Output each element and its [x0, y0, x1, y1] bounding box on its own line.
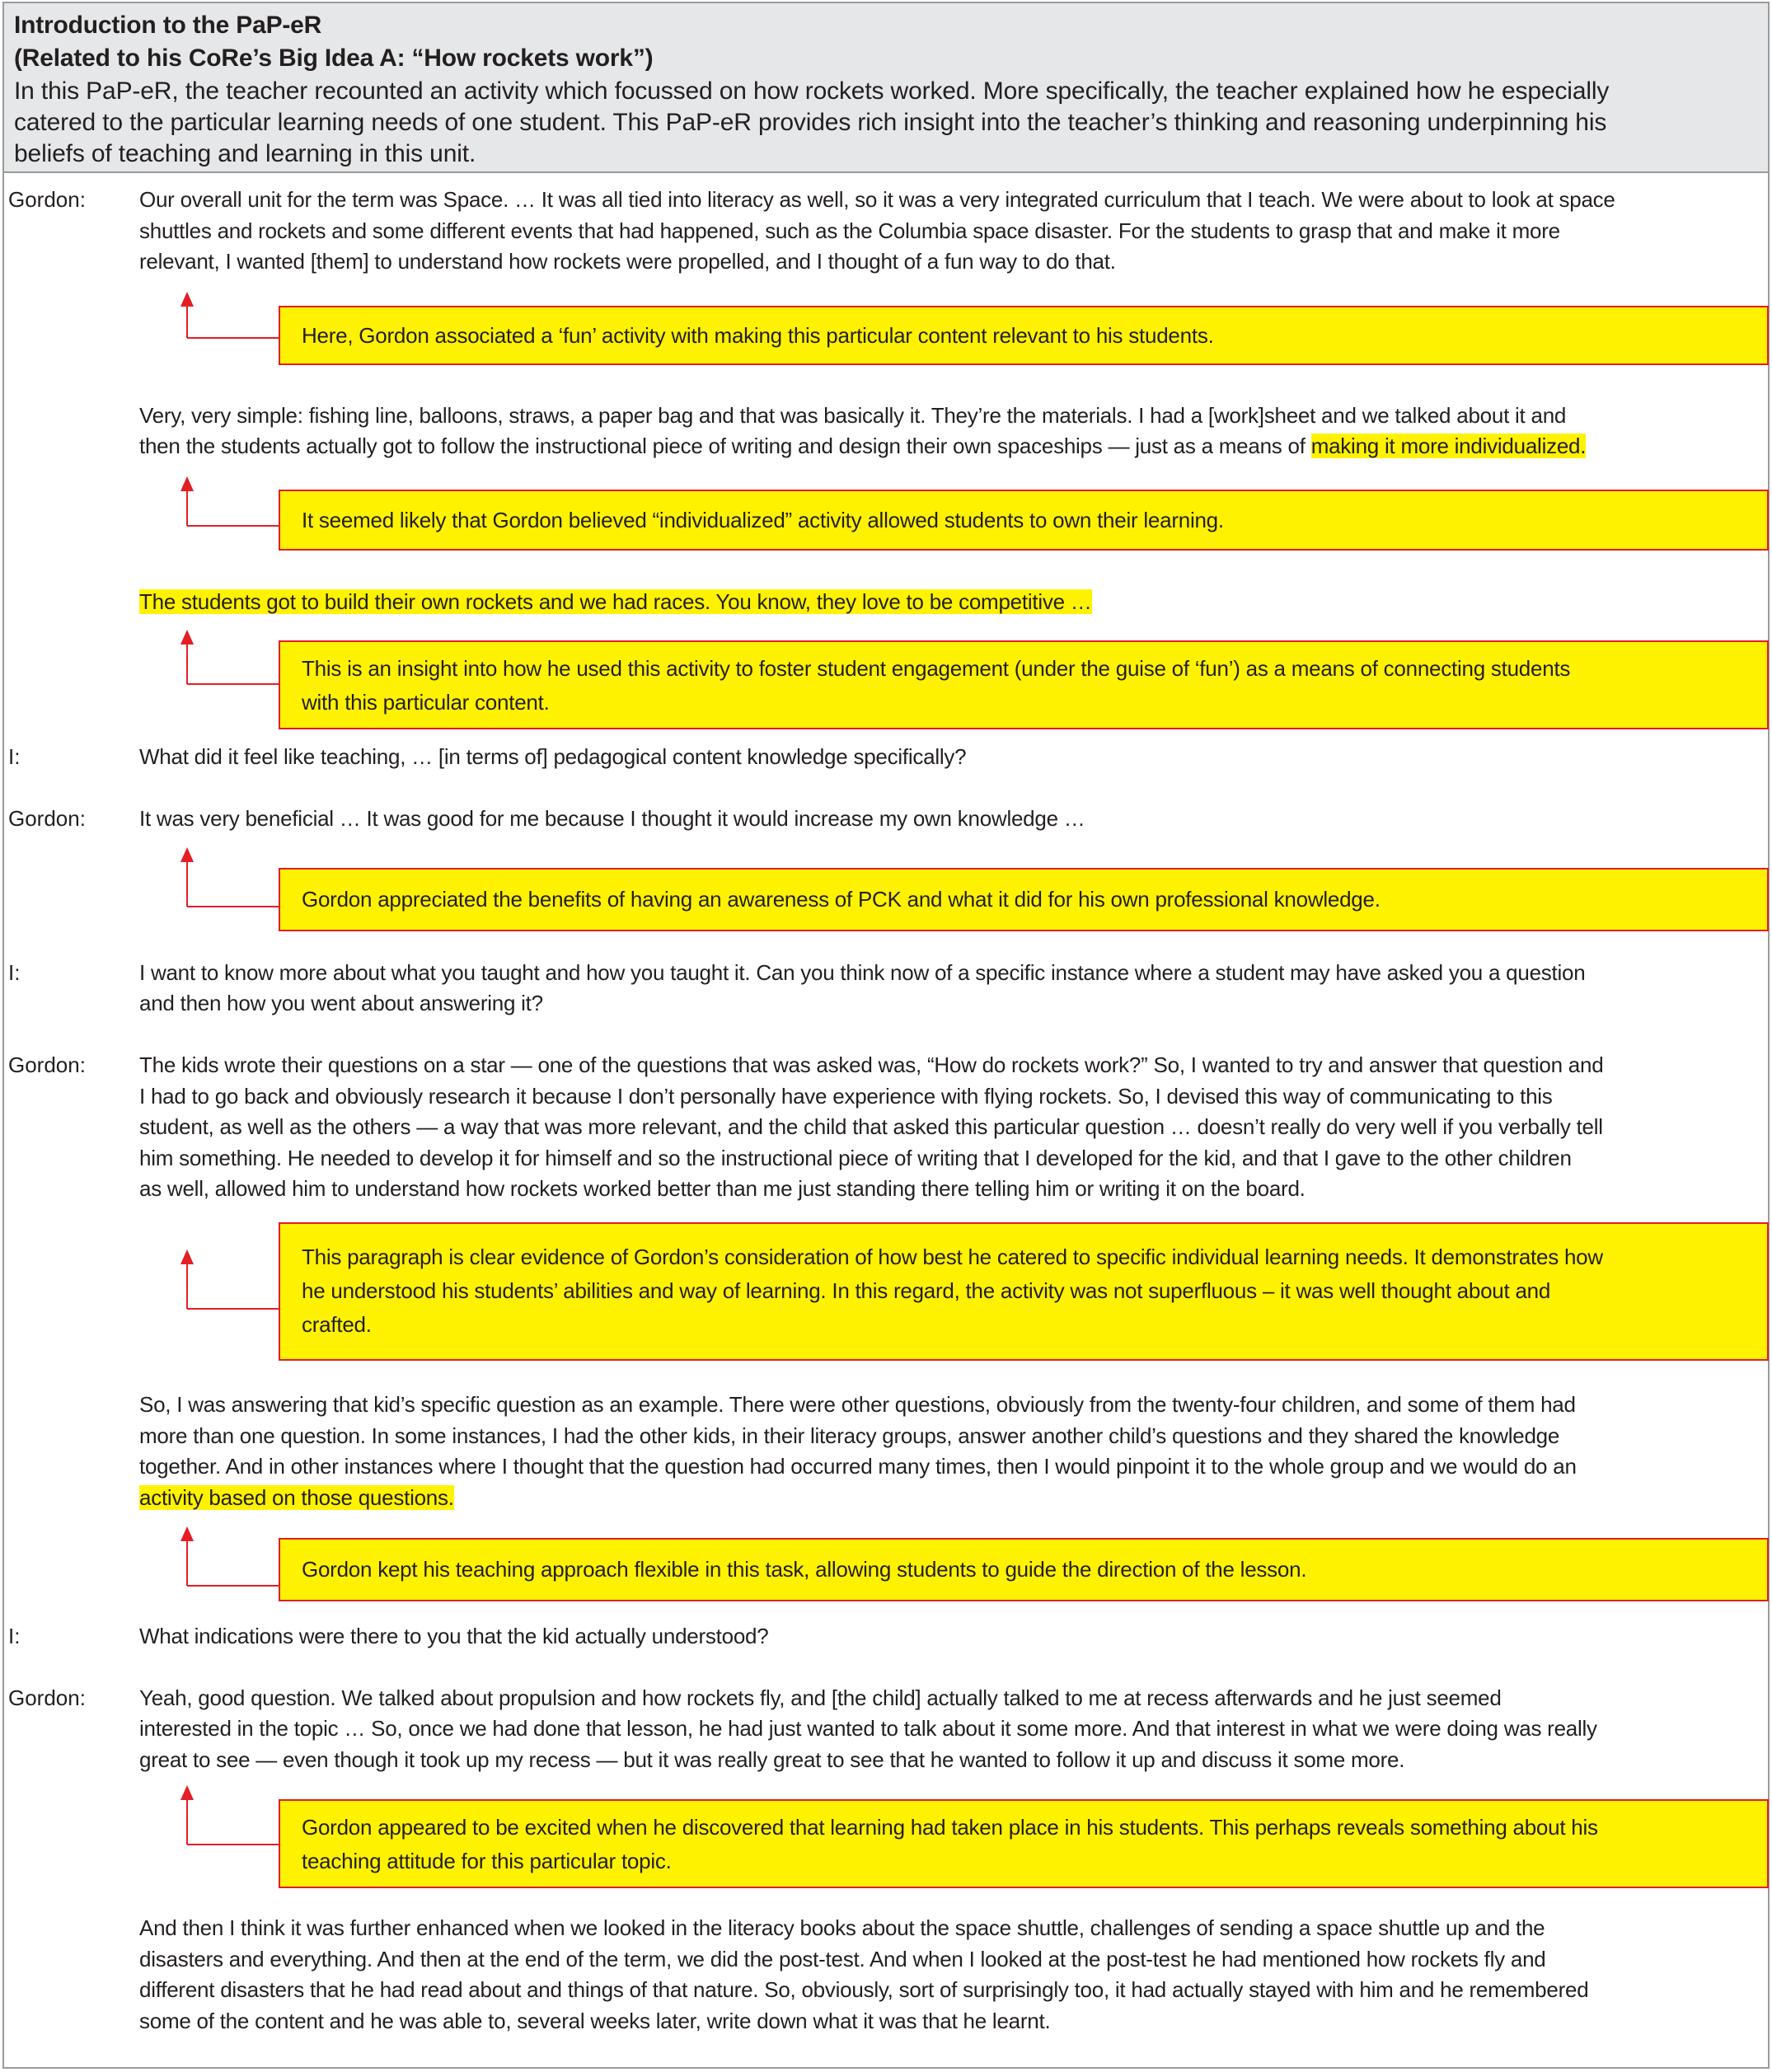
transcript-text: then the students actually got to follow the instructional piece of writing and design their own spaceships — just as a means of — [139, 434, 1311, 458]
annotation-arrow — [165, 290, 297, 340]
transcript-line — [139, 587, 1092, 617]
transcript-line: And then I think it was further enhanced when we looked in the literacy books about the space shuttle, challenges of sending a space shuttle up and the — [139, 1915, 1545, 1940]
transcript-line: What indications were there to you that the kid actually understood? — [139, 1624, 769, 1648]
transcript-line: student, as well as the others — a way that was more relevant, and the child that asked this particular question … doesn’t really do very well if you verbally tell — [139, 1114, 1603, 1139]
highlighted-phrase: activity based on those questions. — [139, 1485, 454, 1510]
highlighted-phrase: The students got to build their own rockets and we had races. You know, they love to be competitive … — [139, 589, 1092, 614]
annotation-text: Here, Gordon associated a ‘fun’ activity with making this particular content relevant to his students. — [302, 323, 1214, 348]
speaker-label: Gordon: — [8, 1052, 86, 1077]
speaker-label: I: — [8, 744, 21, 769]
speaker-label: Gordon: — [8, 806, 86, 831]
transcript-line: What did it feel like teaching, … [in terms of] pedagogical content knowledge specifically? — [139, 744, 967, 769]
annotation-box — [279, 1538, 1769, 1601]
transcript-line: shuttles and rockets and some different events that had happened, such as the Columbia space disaster. For the students to grasp that and make it more — [139, 218, 1560, 243]
annotation-arrow — [165, 1525, 297, 1587]
transcript-line: Our overall unit for the term was Space. … It was all tied into literacy as well, so it was a very integrated curriculum that I teach. We were about to look at space — [139, 187, 1615, 212]
transcript-line: Very, very simple: fishing line, balloons, straws, a paper bag and that was basically it. They’re the materials. I had a [work]sheet and we talked about it and — [139, 403, 1567, 428]
transcript-line: interested in the topic … So, once we had done that lesson, he had just wanted to talk about it some more. And that interest in what we were doing was really — [139, 1716, 1597, 1741]
speaker-label: I: — [8, 960, 21, 985]
annotation-text: This paragraph is clear evidence of Gordon’s consideration of how best he catered to specific individual learning needs. It demonstrates how — [302, 1245, 1603, 1269]
annotation-box — [279, 306, 1769, 365]
annotation-box — [279, 868, 1769, 931]
speaker-label: Gordon: — [8, 187, 86, 212]
transcript-line: I want to know more about what you taught and how you taught it. Can you think now of a specific instance where a student may have asked you a question — [139, 960, 1586, 985]
annotation-arrow — [165, 1784, 297, 1846]
annotation-box — [279, 1799, 1769, 1888]
annotation-arrow — [165, 846, 297, 908]
page-title: Introduction to the PaP-eR — [14, 12, 322, 39]
speaker-label: Gordon: — [8, 1685, 86, 1710]
annotation-text: It seemed likely that Gordon believed “individualized” activity allowed students to own their learning. — [302, 508, 1224, 532]
annotation-text: teaching attitude for this particular topic. — [302, 1849, 672, 1873]
speaker-label: I: — [8, 1624, 21, 1648]
annotation-box — [279, 490, 1769, 551]
transcript-line: It was very beneficial … It was good for me because I thought it would increase my own knowledge … — [139, 806, 1085, 831]
highlighted-phrase: making it more individualized. — [1310, 434, 1587, 458]
annotation-text: he understood his students’ abilities and way of learning. In this regard, the activity was not superfluous – it was well thought about and — [302, 1278, 1551, 1303]
annotation-arrow — [165, 628, 297, 686]
transcript-line: The kids wrote their questions on a star — one of the questions that was asked was, “How do rockets work?” So, I wanted to try and answer that question and — [139, 1052, 1604, 1077]
intro-line: In this PaP-eR, the teacher recounted an activity which focussed on how rockets worked. More specifically, the teacher explained how he especially — [14, 77, 1610, 105]
transcript-line: Yeah, good question. We talked about propulsion and how rockets fly, and [the child] actually talked to me at recess afterwards and he just seemed — [139, 1685, 1502, 1710]
intro-header — [4, 3, 1768, 173]
annotation-text: Gordon kept his teaching approach flexible in this task, allowing students to guide the direction of the lesson. — [302, 1557, 1307, 1582]
transcript-line: together. And in other instances where I thought that the question had occurred many times, then I would pinpoint it to the whole group and we would do an — [139, 1454, 1577, 1479]
annotation-box — [279, 640, 1769, 729]
transcript-line — [139, 431, 1586, 462]
annotation-arrow — [165, 1248, 297, 1310]
transcript-line: and then how you went about answering it? — [139, 991, 543, 1015]
annotation-text: crafted. — [302, 1312, 372, 1337]
transcript-line: I had to go back and obviously research it because I don’t personally have experience with flying rockets. So, I devised this way of communicating to this — [139, 1084, 1553, 1109]
annotation-box — [279, 1222, 1769, 1361]
transcript-line: relevant, I wanted [them] to understand how rockets were propelled, and I thought of a fun way to do that. — [139, 249, 1116, 274]
transcript-line: different disasters that he had read about and things of that nature. So, obviously, sort of surprisingly too, it had actually stayed with him and he remembered — [139, 1977, 1589, 2002]
annotation-text: with this particular content. — [302, 690, 550, 715]
transcript-line: more than one question. In some instances, I had the other kids, in their literacy groups, answer another child’s questions and they shared the knowledge — [139, 1423, 1560, 1448]
annotation-text: This is an insight into how he used this activity to foster student engagement (under the guise of ‘fun’) as a means of connecting students — [302, 656, 1571, 681]
annotation-arrow — [165, 475, 297, 527]
annotation-text: Gordon appreciated the benefits of having an awareness of PCK and what it did for his own professional knowledge. — [302, 887, 1381, 912]
transcript-line: some of the content and he was able to, several weeks later, write down what it was that he learnt. — [139, 2009, 1051, 2033]
transcript-line: disasters and everything. And then at the end of the term, we did the post-test. And when I looked at the post-test he had mentioned how rockets fly and — [139, 1947, 1546, 1971]
intro-line: beliefs of teaching and learning in this unit. — [14, 140, 476, 167]
transcript-line: So, I was answering that kid’s specific question as an example. There were other questions, obviously from the twenty-four children, and some of them had — [139, 1392, 1576, 1417]
transcript-line: him something. He needed to develop it for himself and so the instructional piece of writing that I developed for the kid, and that I gave to the other children — [139, 1146, 1572, 1170]
page-subtitle: (Related to his CoRe’s Big Idea A: “How rockets work”) — [14, 45, 654, 72]
annotation-text: Gordon appeared to be excited when he discovered that learning had taken place in his students. This perhaps reveals something about his — [302, 1815, 1598, 1840]
transcript-line: as well, allowed him to understand how rockets worked better than me just standing there telling him or writing it on the board. — [139, 1176, 1306, 1201]
transcript-line — [139, 1483, 454, 1513]
intro-line: catered to the particular learning needs of one student. This PaP-eR provides rich insight into the teacher’s thinking and reasoning underpinning his — [14, 109, 1607, 136]
transcript-line: great to see — even though it took up my recess — but it was really great to see that he wanted to follow it up and discuss it some more. — [139, 1747, 1405, 1772]
